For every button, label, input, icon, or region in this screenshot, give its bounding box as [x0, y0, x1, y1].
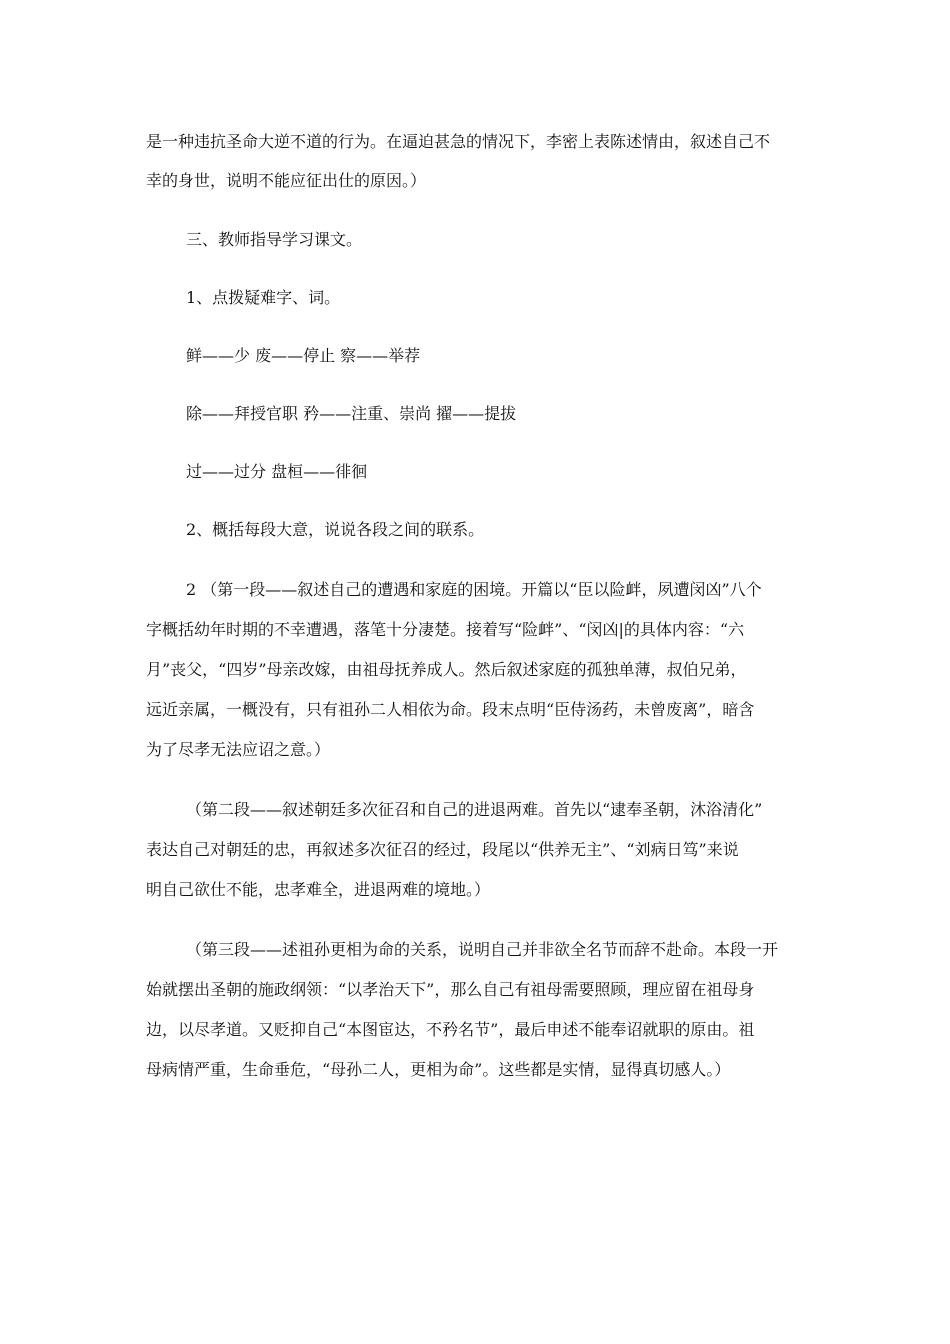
text-line: 始就摆出圣朝的施政纲领：“以孝治天下”，那么自己有祖母需要照顾，理应留在祖母身 — [146, 980, 755, 999]
text-line: （第三段——述祖孙更相为命的关系，说明自己并非欲全名节而辞不赴命。本段一开 — [186, 940, 779, 959]
text-line: （第二段——叙述朝廷多次征召和自己的进退两难。首先以“逮奉圣朝，沐浴清化” — [186, 800, 763, 819]
text-line: 远近亲属，一概没有，只有祖孙二人相依为命。段末点明“臣侍汤药，未曾废离”，暗含 — [146, 700, 755, 719]
text-line: 母病情严重，生命垂危，“母孙二人，更相为命”。这些都是实情，显得真切感人。） — [146, 1060, 731, 1079]
vocab-line: 过——过分 盘桓——徘徊 — [186, 462, 368, 481]
text-line: 边，以尽孝道。又贬抑自己“本图宦达，不矜名节”，最后申述不能奉诏就职的原由。祖 — [146, 1020, 755, 1039]
text-line: 明自己欲仕不能，忠孝难全，进退两难的境地。） — [146, 880, 491, 899]
section-heading: 三、教师指导学习课文。 — [186, 230, 363, 249]
text-line: 2 （第一段——叙述自己的遭遇和家庭的困境。开篇以“臣以险衅，夙遭闵凶”八个 — [186, 580, 762, 599]
text-line: 幸的身世，说明不能应征出仕的原因。） — [146, 171, 427, 190]
text-line: 为了尽孝无法应诏之意。） — [146, 740, 331, 759]
text-line: 字概括幼年时期的不幸遭遇，落笔十分凄楚。接着写“险衅”、“闵凶|的具体内容：“六 — [146, 620, 745, 639]
text-line: 月”丧父，“四岁”母亲改嫁，由祖母抚养成人。然后叙述家庭的孤独单薄，叔伯兄弟， — [146, 660, 747, 679]
text-line: 表达自己对朝廷的忠，再叙述多次征召的经过，段尾以“供养无主”、“刘病日笃”来说 — [146, 840, 739, 859]
sub-heading: 2、概括每段大意，说说各段之间的联系。 — [186, 520, 485, 539]
vocab-line: 鲜——少 废——停止 察——举荐 — [186, 346, 421, 365]
text-line: 是一种违抗圣命大逆不道的行为。在逼迫甚急的情况下，李密上表陈述情由，叙述自己不 — [146, 132, 771, 151]
sub-heading: 1、点拨疑难字、词。 — [186, 288, 341, 307]
vocab-line: 除——拜授官职 矜——注重、崇尚 擢——提拔 — [186, 404, 517, 423]
